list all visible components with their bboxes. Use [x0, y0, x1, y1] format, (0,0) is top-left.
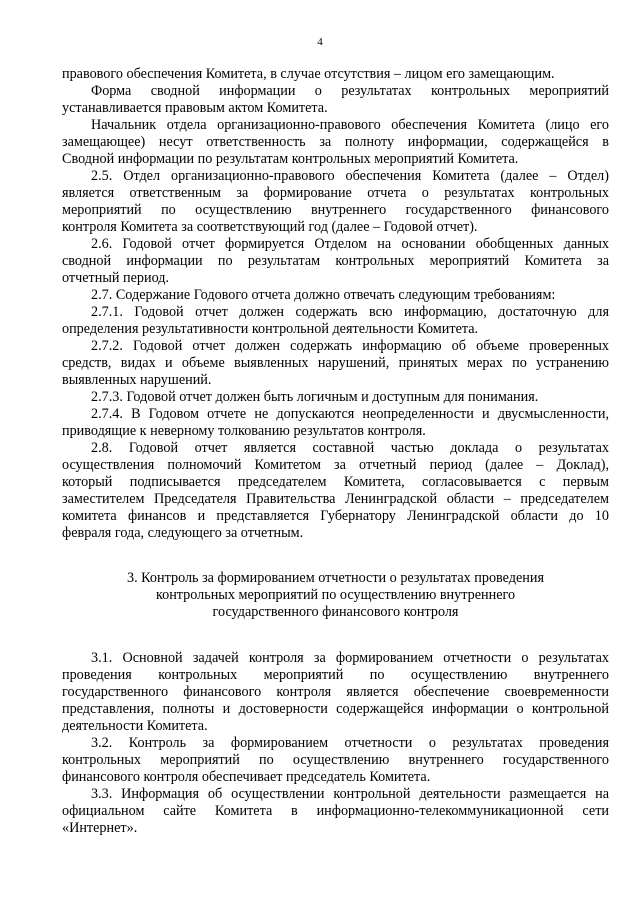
text-line: деятельности Комитета.	[62, 718, 208, 734]
section-spacing-before	[62, 542, 609, 570]
paragraph	[62, 83, 609, 117]
text-line: февраля года, следующего за отчетным.	[62, 525, 304, 541]
text-line: правового обеспечения Комитета, в случае отсутствия – лицом его замещающим.	[62, 66, 555, 82]
text-line: который подписывается председателем Комитета, согласовывается с первым	[62, 474, 609, 490]
text-line: 2.8. Годовой отчет является составной частью доклада о результатах	[91, 440, 609, 456]
paragraph	[62, 168, 609, 236]
text-line: является ответственным за формирование отчета о результатах контрольных	[62, 185, 609, 201]
text-line: 2.7.4. В Годовом отчете не допускаются неопределенности и двусмысленности,	[91, 406, 609, 422]
text-line: комитета финансов и представляется Губернатору Ленинградской области до 10	[62, 508, 609, 524]
paragraph	[62, 440, 609, 542]
paragraphs-before-section	[62, 66, 609, 542]
text-line: Форма сводной информации о результатах контрольных мероприятий	[91, 83, 609, 99]
paragraph	[62, 650, 609, 735]
section-3-heading	[62, 570, 609, 621]
text-line: 2.7. Содержание Годового отчета должно отвечать следующим требованиям:	[91, 287, 556, 303]
text-line: отчетный период.	[62, 270, 170, 286]
text-line: проведения контрольных мероприятий по осуществлению внутреннего	[62, 667, 609, 683]
text-line: «Интернет».	[62, 820, 138, 836]
heading-line: государственного финансового контроля	[212, 604, 459, 620]
text-line: Сводной информации по результатам контрольных мероприятий Комитета.	[62, 151, 519, 167]
text-line: определения результативности контрольной деятельности Комитета.	[62, 321, 479, 337]
text-line: официальном сайте Комитета в информационно-телекоммуникационной сети	[62, 803, 609, 819]
paragraph	[62, 735, 609, 786]
text-line: 2.7.1. Годовой отчет должен содержать всю информацию, достаточную для	[91, 304, 609, 320]
paragraph	[62, 236, 609, 287]
text-line: финансового контроля обеспечивает председатель Комитета.	[62, 769, 431, 785]
text-line: 2.7.3. Годовой отчет должен быть логичным и доступным для понимания.	[91, 389, 539, 405]
text-line: мероприятий по осуществлению внутреннего государственного финансового	[62, 202, 609, 218]
text-line: 2.6. Годовой отчет формируется Отделом на основании обобщенных данных	[91, 236, 609, 252]
text-line: Начальник отдела организационно-правового обеспечения Комитета (лицо его	[91, 117, 609, 133]
text-line: сводной информации по результатам контрольных мероприятий Комитета за	[62, 253, 609, 269]
text-line: средств, видах и объеме выявленных нарушений, принятых мерах по устранению	[62, 355, 609, 371]
paragraph	[62, 287, 609, 304]
text-line: 2.7.2. Годовой отчет должен содержать информацию об объеме проверенных	[91, 338, 609, 354]
paragraph	[62, 66, 609, 83]
text-line: государственного финансового контроля является обеспечение своевременности	[62, 684, 609, 700]
text-line: осуществления полномочий Комитетом за отчетный период (далее – Доклад),	[62, 457, 609, 473]
text-line: 3.3. Информация об осуществлении контрольной деятельности размещается на	[91, 786, 609, 802]
paragraph	[62, 304, 609, 338]
text-line: 2.5. Отдел организационно-правового обеспечения Комитета (далее – Отдел)	[91, 168, 609, 184]
text-line: представления, полноты и достоверности содержащейся информации о контрольной	[62, 701, 609, 717]
text-line: приводящие к неверному толкованию результатов контроля.	[62, 423, 426, 439]
page-number: 4	[317, 36, 323, 48]
paragraph	[62, 786, 609, 837]
section-spacing-after	[62, 621, 609, 650]
text-line: 3.1. Основной задачей контроля за формированием отчетности о результатах	[91, 650, 609, 666]
text-line: 3.2. Контроль за формированием отчетности о результатах проведения	[91, 735, 609, 751]
text-line: контроля Комитета за соответствующий год (далее – Годовой отчет).	[62, 219, 478, 235]
heading-line: контрольных мероприятий по осуществлению внутреннего	[155, 587, 516, 603]
paragraph	[62, 389, 609, 406]
text-line: выявленных нарушений.	[62, 372, 212, 388]
paragraph	[62, 338, 609, 389]
paragraph	[62, 406, 609, 440]
text-line: заместителем Председателя Правительства Ленинградской области – председателем	[62, 491, 609, 507]
text-line: устанавливается правовым актом Комитета.	[62, 100, 328, 116]
text-line: замещающее) несут ответственность за полноту информации, содержащейся в	[62, 134, 609, 150]
document-body	[62, 66, 609, 837]
text-line: контрольных мероприятий по осуществлению внутреннего государственного	[62, 752, 609, 768]
paragraphs-after-section	[62, 650, 609, 837]
heading-line: 3. Контроль за формированием отчетности о результатах проведения	[126, 570, 545, 586]
paragraph	[62, 117, 609, 168]
